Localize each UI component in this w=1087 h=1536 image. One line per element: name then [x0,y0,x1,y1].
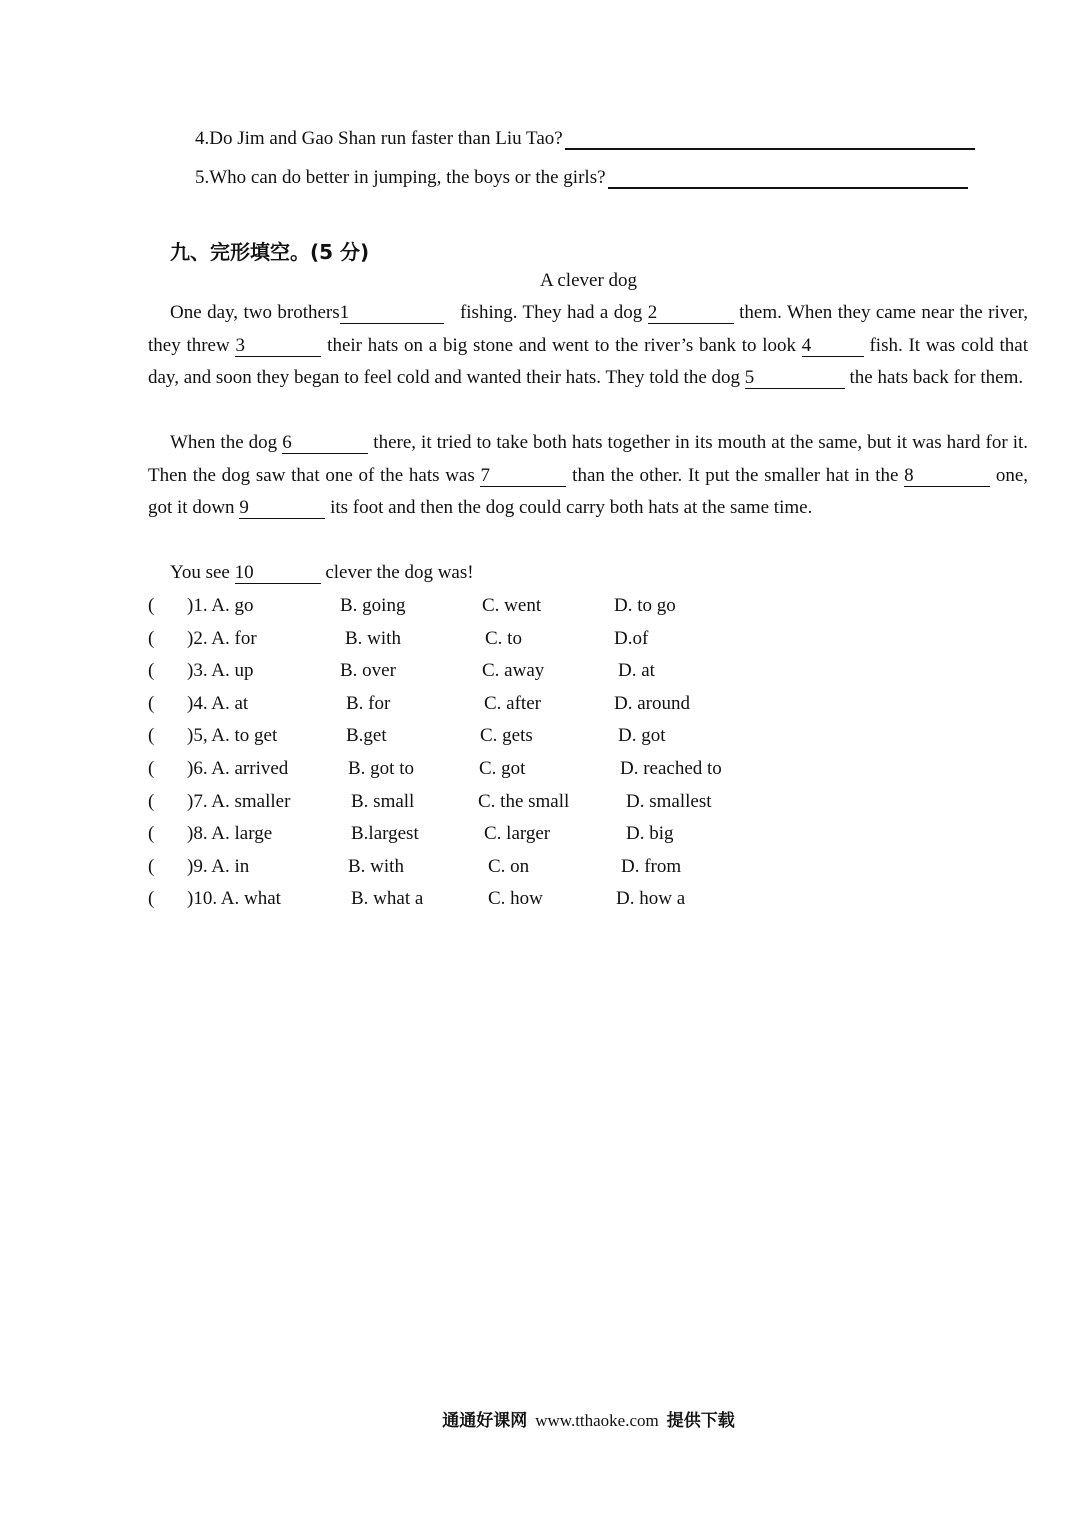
answer-paren[interactable]: ( [148,725,155,747]
option-b: B. small [351,790,415,812]
answer-paren[interactable]: ( [148,692,155,714]
blank-6[interactable]: 6 [282,433,368,454]
passage-text: one, got it down [148,464,1028,519]
option-a: )1. A. go [187,595,254,616]
option-d: D. from [621,855,682,877]
option-a: )6. A. arrived [187,757,289,779]
passage-text: fish. It was cold that day, and soon they began to feel cold and wanted their hats. They told the dog [148,334,1028,389]
passage-text: You see [170,562,235,583]
answer-paren[interactable]: ( [148,888,155,910]
option-b: B. got to [348,757,414,779]
passage-text: One day, two brothers [170,302,340,323]
option-a: )8. A. large [187,823,273,845]
answer-paren[interactable]: ( [148,823,155,845]
option-c: C. the small [478,790,570,812]
option-c: C. to [485,627,522,649]
blank-5[interactable]: 5 [745,368,845,389]
option-c: C. larger [484,823,551,845]
passage-text: them. When they came near the river, they threw [148,302,1028,356]
option-c: C. on [488,855,530,877]
passage-text: When the dog [170,432,283,453]
passage-text: their hats on a big stone and went to the river’s bank to look [321,334,802,356]
option-b: B.largest [351,823,419,845]
question-5-text: 5.Who can do better in jumping, the boys or the girls? [195,167,606,188]
passage-text: than the other. It put the smaller hat in the [566,464,905,486]
option-a: )9. A. in [187,855,250,877]
option-b: B. over [340,660,396,682]
section-title: 九、完形填空。(5 分) [170,240,370,264]
option-c: C. away [482,660,545,682]
option-a: )3. A. up [187,660,254,682]
passage-text: the hats back for them. [844,367,1024,389]
footer-url-link[interactable]: www.tthaoke.com [535,1411,659,1430]
option-d: D. reached to [620,757,722,779]
option-a: )7. A. smaller [187,790,291,812]
option-c: C. gets [480,725,533,747]
option-c: C. went [482,595,542,616]
option-a: )4. A. at [187,692,249,714]
option-a: )2. A. for [187,627,257,649]
question-5-answer-line[interactable] [608,167,968,189]
blank-7[interactable]: 7 [480,466,566,487]
option-b: B. with [348,855,404,877]
answer-paren[interactable]: ( [148,855,155,877]
footer-site-name: 通通好课网 [442,1411,528,1431]
answer-paren[interactable]: ( [148,790,155,812]
passage-text: its foot and then the dog could carry both hats at the same time. [325,497,813,519]
blank-2[interactable]: 2 [648,303,734,324]
blank-10[interactable]: 10 [235,563,321,584]
passage-text: clever the dog was! [320,562,474,583]
question-4-answer-line[interactable] [565,128,975,150]
option-b: B. going [340,595,406,616]
answer-paren[interactable]: ( [148,660,155,682]
option-b: B. what a [351,888,424,910]
option-d: D. smallest [626,790,712,812]
option-d: D. big [626,823,674,845]
question-4-text: 4.Do Jim and Gao Shan run faster than Liu Tao? [195,128,563,149]
answer-paren[interactable]: ( [148,595,155,616]
option-d: D. to go [614,595,676,616]
option-a: )5, A. to get [187,725,278,747]
option-d: D. got [618,725,666,747]
option-d: D. around [614,692,690,714]
blank-4[interactable]: 4 [802,336,864,357]
footer [0,1406,1087,1431]
blank-3[interactable]: 3 [235,336,321,357]
option-b: B.get [346,725,387,747]
question-4 [195,128,975,150]
footer-download-text: 提供下载 [666,1411,735,1431]
blank-8[interactable]: 8 [904,466,990,487]
option-d: D.of [614,627,649,649]
option-a: )10. A. what [187,888,281,910]
question-5 [195,167,968,189]
option-d: D. how a [616,888,686,910]
passage-text: there, it tried to take both hats together in its mouth at the same, but it was hard for it. Then the dog saw that one of the hats was [148,432,1029,486]
blank-9[interactable]: 9 [239,498,325,519]
passage-text: fishing. They had a dog [454,302,648,323]
option-d: D. at [618,660,655,682]
passage-paragraph-3 [148,557,1028,590]
passage-paragraph-1 [148,297,1028,395]
blank-1[interactable]: 1 [340,303,444,324]
option-c: C. after [484,692,541,714]
option-b: B. for [346,692,391,714]
passage-paragraph-2 [148,427,1028,525]
answer-paren[interactable]: ( [148,757,155,779]
answer-paren[interactable]: ( [148,627,155,649]
passage-title: A clever dog [539,270,638,291]
option-c: C. how [488,888,543,910]
option-b: B. with [345,627,401,649]
option-c: C. got [479,757,526,779]
